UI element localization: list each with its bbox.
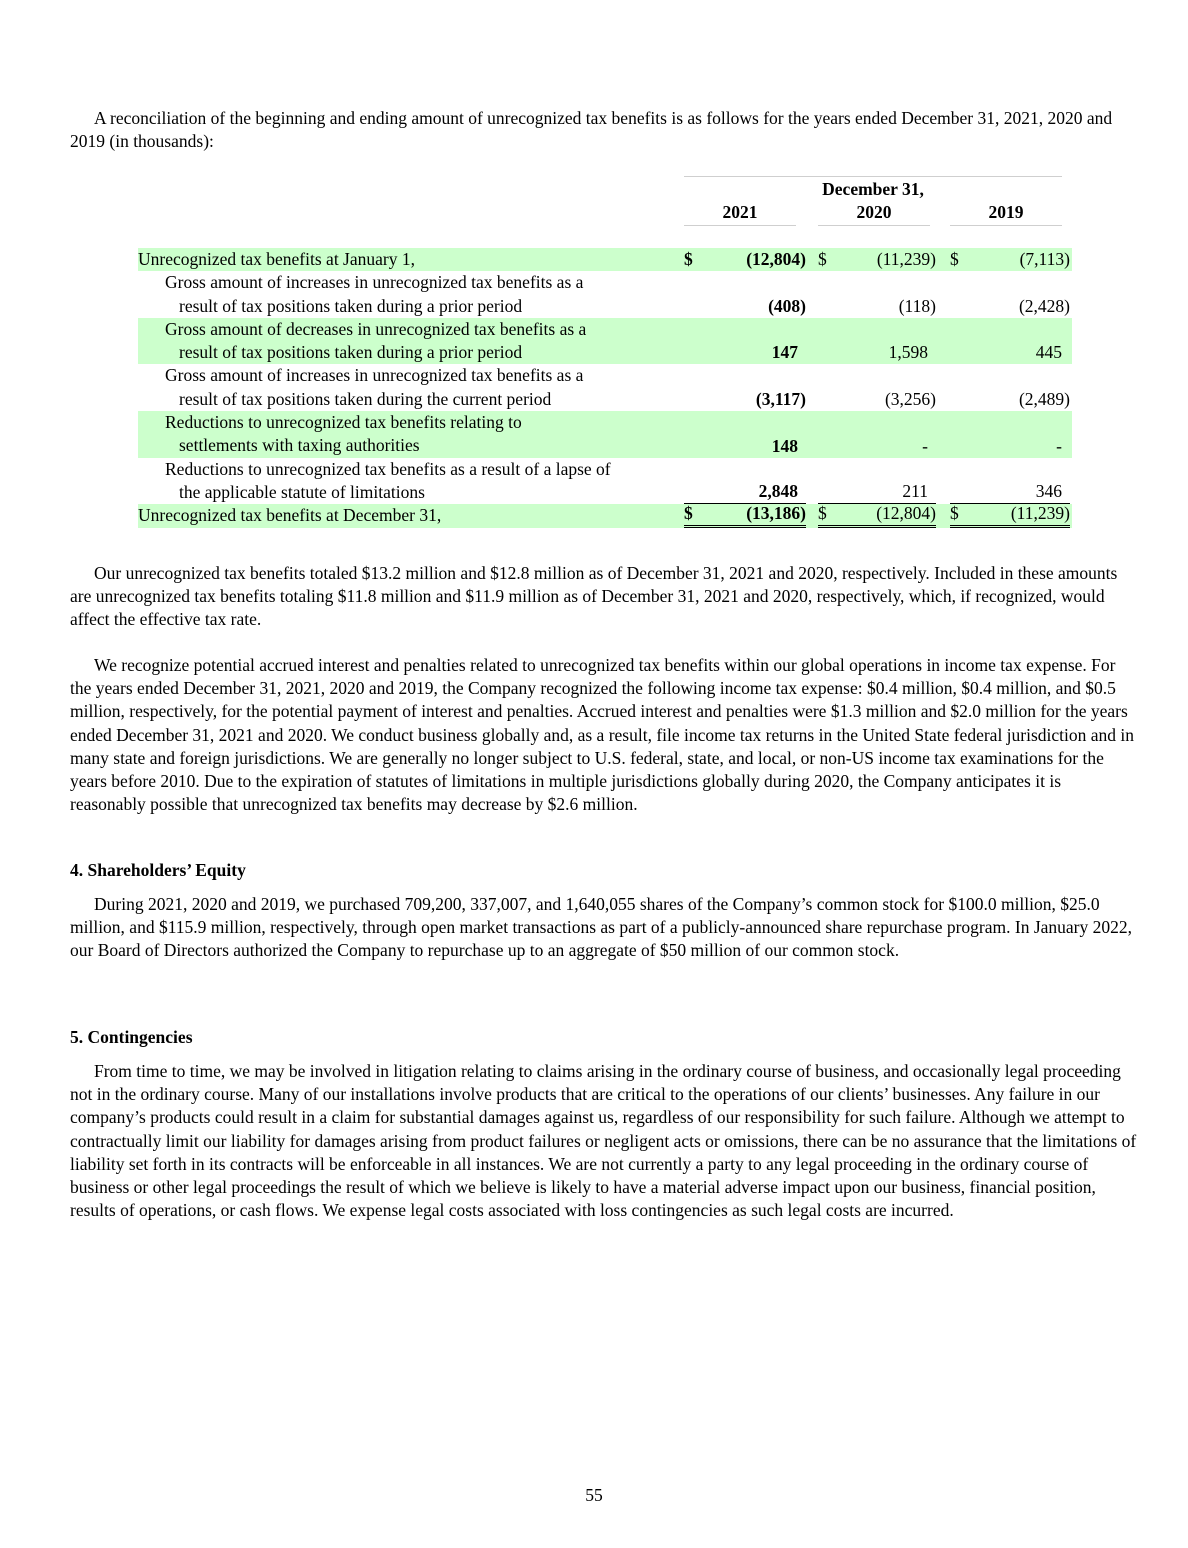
value-2021: 2,848 <box>758 481 798 502</box>
row-label <box>138 248 678 271</box>
table-row <box>138 318 1072 365</box>
table-row <box>138 458 1072 505</box>
cell-2019 <box>950 295 1070 318</box>
cell-2020 <box>818 248 936 271</box>
cell-2020 <box>818 502 936 528</box>
value-2020: 1,598 <box>888 342 928 363</box>
row-label-line-1: Gross amount of decreases in unrecognized tax benefits as a <box>165 318 587 339</box>
row-label-line-2: settlements with taxing authorities <box>179 435 420 456</box>
table-row <box>138 364 1072 411</box>
row-label <box>165 364 705 410</box>
value-2019: (7,113) <box>1019 249 1070 270</box>
value-2019: (11,239) <box>1010 502 1070 523</box>
cell-2019 <box>950 435 1070 458</box>
table-body <box>138 248 1072 528</box>
row-label-line-1: Gross amount of increases in unrecognized tax benefits as a <box>165 272 584 293</box>
row-label <box>165 458 705 504</box>
row-label-line-1: Unrecognized tax benefits at January 1, <box>138 249 415 269</box>
paragraph-contingencies: From time to time, we may be involved in litigation relating to claims arising in the ordinary course of business, and occasionally legal proceeding not in the ordinary course. Many of our installations involve products that are critical to the operations of our clients’ businesses. Any failure in our company’s products could result in a claim for substantial damages against us, regardless of our responsibility for such failure. Although we attempt to contractually limit our liability for damages arising from product failures or negligent acts or omissions, there can be no assurance that the limitations of liability set forth in its contracts will be enforceable in all instances. We are not currently a party to any legal proceeding in the ordinary course of business or other legal proceedings the result of which we believe is likely to have a material adverse impact upon our business, financial position, results of operations, or cash flows. We expense legal costs associated with loss contingencies as such legal costs are incurred. <box>70 1061 1137 1221</box>
dollar-sign: $ <box>818 249 827 270</box>
cell-2021 <box>684 248 806 271</box>
value-2021: (408) <box>768 295 806 316</box>
heading-contingencies: 5. Contingencies <box>70 1027 193 1047</box>
cell-2019 <box>950 248 1070 271</box>
dollar-sign: $ <box>818 502 827 523</box>
value-2021: (3,117) <box>755 389 806 410</box>
cell-2020 <box>818 388 936 411</box>
cell-2019 <box>950 502 1070 528</box>
row-label-line-2: result of tax positions taken during a prior period <box>179 342 523 363</box>
cell-2021 <box>684 295 806 318</box>
row-label-line-1: Unrecognized tax benefits at December 31, <box>138 505 442 526</box>
dollar-sign: $ <box>684 502 693 523</box>
cell-2021 <box>684 435 806 458</box>
value-2019: - <box>1056 435 1062 456</box>
cell-2019 <box>950 388 1070 411</box>
value-2019: 445 <box>1035 342 1062 363</box>
year-header-2020: 2020 <box>818 201 930 226</box>
paragraph-interest-penalties: We recognize potential accrued interest and penalties related to unrecognized tax benefits within our global operations in income tax expense. For the years ended December 31, 2021, 2020 and 2019, the Company recognized the following income tax expense: $0.4 million, $0.4 million, and $0.5 million, respectively, for the potential payment of interest and penalties. Accrued interest and penalties were $1.3 million and $2.0 million for the years ended December 31, 2021 and 2020. We conduct business globally and, as a result, file income tax returns in the United State federal jurisdiction and in many state and foreign jurisdictions. We are generally no longer subject to U.S. federal, state, and local, or non-US income tax examinations for the years before 2010. Due to the expiration of statutes of limitations in multiple jurisdictions globally during 2020, the Company anticipates it is reasonably possible that unrecognized tax benefits may decrease by $2.6 million. <box>70 655 1135 815</box>
value-2020: (3,256) <box>884 389 936 410</box>
row-label-line-2: result of tax positions taken during the current period <box>179 388 552 409</box>
row-label-line-2: result of tax positions taken during a prior period <box>179 295 523 316</box>
row-label <box>165 271 705 317</box>
row-label-line-1: Reductions to unrecognized tax benefits as a result of a lapse of <box>165 458 611 479</box>
value-2019: (2,428) <box>1018 295 1070 316</box>
heading-shareholders-equity: 4. Shareholders’ Equity <box>70 860 246 880</box>
row-label <box>138 504 678 527</box>
dollar-sign: $ <box>950 502 959 523</box>
value-2020: (12,804) <box>876 502 936 523</box>
paragraph-unrecognized-totals: Our unrecognized tax benefits totaled $13.2 million and $12.8 million as of December 31, 2021 and 2020, respectively. Included in these amounts are unrecognized tax benefits totaling $11.8 million and $11.9 million as of December 31, 2021 and 2020, respectively, which, if recognized, would affect the effective tax rate. <box>70 563 1118 630</box>
year-header-2019: 2019 <box>950 201 1062 226</box>
table-row <box>138 248 1072 271</box>
page-number: 55 <box>585 1485 603 1505</box>
year-header-2021: 2021 <box>684 201 796 226</box>
table-row <box>138 411 1072 458</box>
value-2021: 148 <box>771 435 798 456</box>
value-2020: 211 <box>902 481 928 502</box>
paragraph-share-repurchase: During 2021, 2020 and 2019, we purchased 709,200, 337,007, and 1,640,055 shares of the Company’s common stock for $100.0 million, $25.0 million, and $115.9 million, respectively, through open market transactions as part of a publicly-announced share repurchase program. In January 2022, our Board of Directors authorized the Company to repurchase up to an aggregate of $50 million of our common stock. <box>70 894 1133 961</box>
cell-2021 <box>684 341 806 364</box>
value-2019: (2,489) <box>1018 389 1070 410</box>
cell-2020 <box>818 435 936 458</box>
value-2021: (12,804) <box>746 249 806 270</box>
value-2021: 147 <box>771 342 798 363</box>
row-label <box>165 318 705 364</box>
value-2020: (118) <box>898 295 936 316</box>
dollar-sign: $ <box>950 249 959 270</box>
dollar-sign: $ <box>684 249 693 270</box>
intro-paragraph: A reconciliation of the beginning and ending amount of unrecognized tax benefits is as follows for the years ended December 31, 2021, 2020 and 2019 (in thousands): <box>70 108 1113 152</box>
row-label-line-1: Reductions to unrecognized tax benefits relating to <box>165 412 522 433</box>
value-2020: (11,239) <box>876 249 936 270</box>
value-2021: (13,186) <box>746 502 806 523</box>
row-label <box>165 411 705 457</box>
table-row <box>138 271 1072 318</box>
value-2020: - <box>922 435 928 456</box>
cell-2021 <box>684 388 806 411</box>
table-row <box>138 504 1072 527</box>
cell-2020 <box>818 295 936 318</box>
cell-2019 <box>950 341 1070 364</box>
cell-2021 <box>684 502 806 528</box>
row-label-line-1: Gross amount of increases in unrecognized tax benefits as a <box>165 365 584 386</box>
column-group-header: December 31, <box>684 176 1062 202</box>
row-label-line-2: the applicable statute of limitations <box>179 481 425 502</box>
cell-2020 <box>818 341 936 364</box>
value-2019: 346 <box>1035 481 1062 502</box>
